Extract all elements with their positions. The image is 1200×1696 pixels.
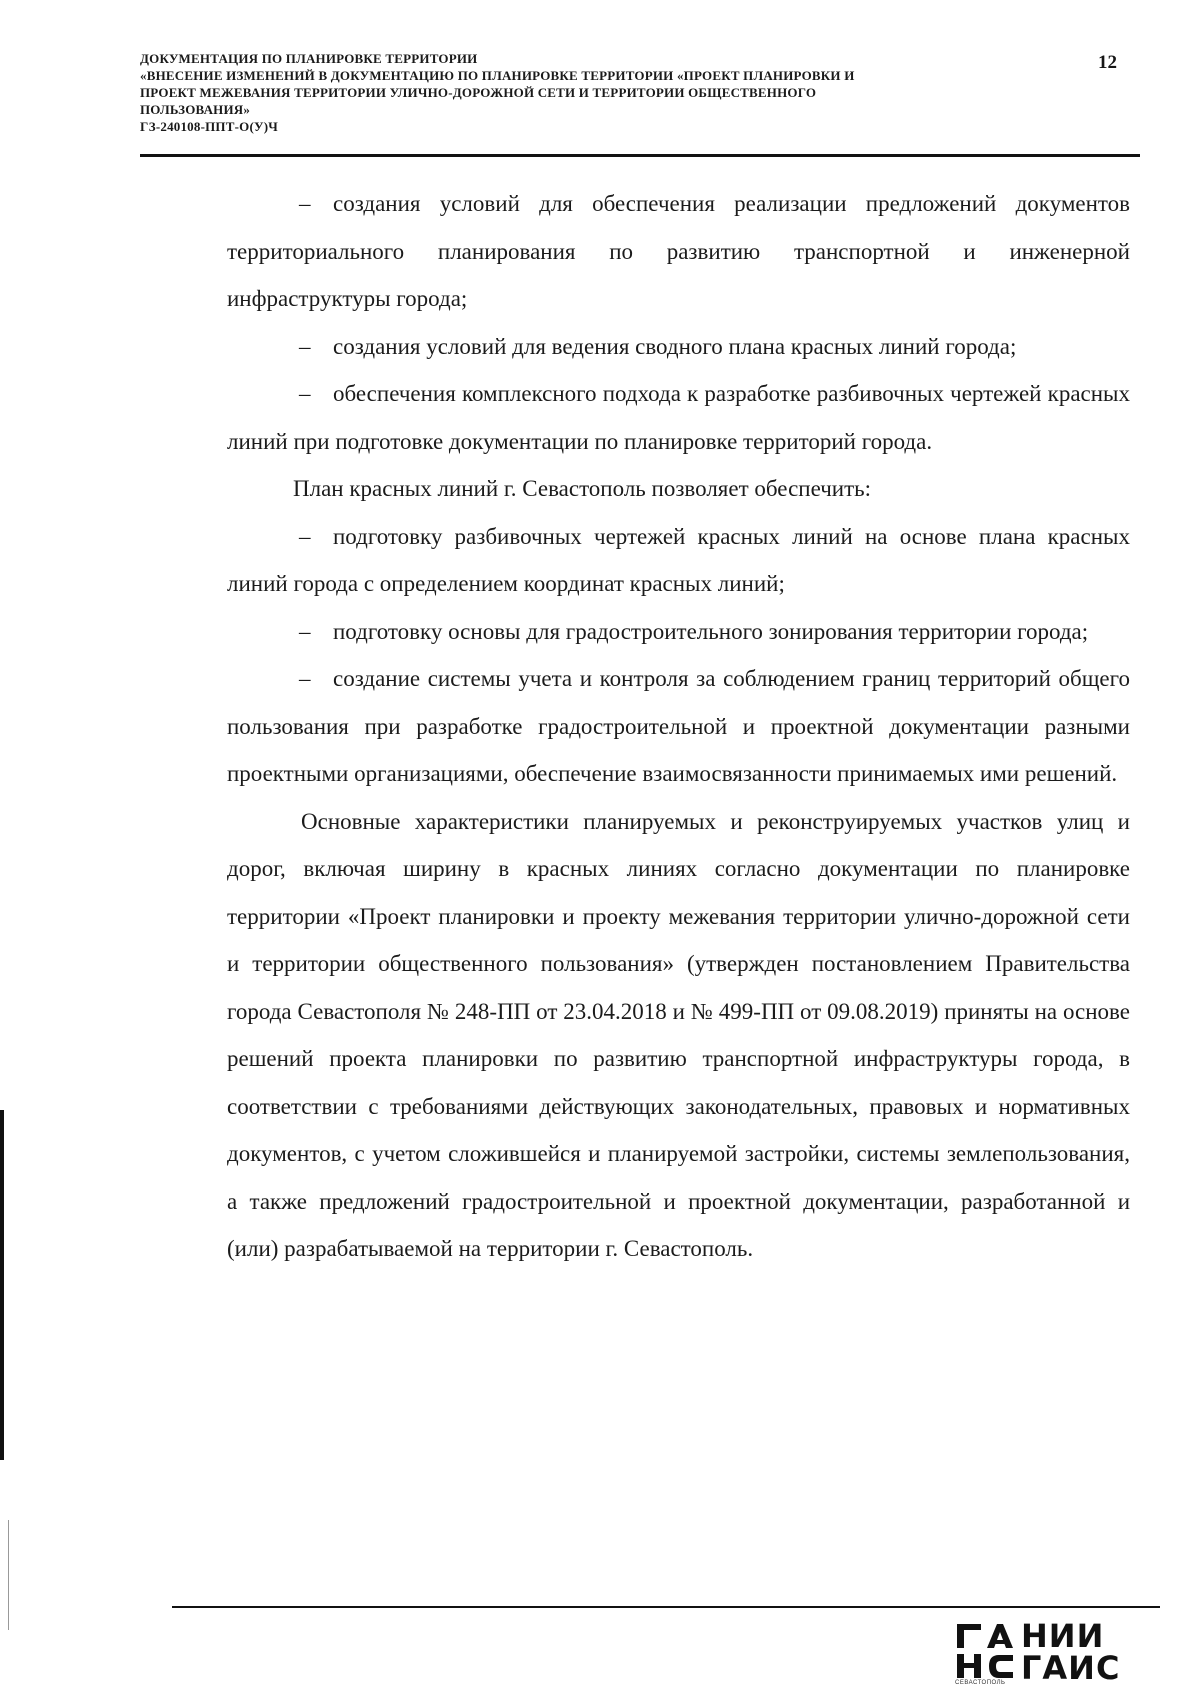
header-line-1: ДОКУМЕНТАЦИЯ ПО ПЛАНИРОВКЕ ТЕРРИТОРИИ — [140, 51, 478, 66]
dash-marker: – — [299, 191, 311, 216]
header-divider — [140, 154, 1140, 157]
list-item — [227, 655, 1130, 798]
list-item-text: создания условий для ведения сводного плана красных линий города; — [333, 333, 1017, 359]
list-item-text: подготовку основы для градостроительного зонирования территории города; — [333, 618, 1089, 644]
page-number: 12 — [1098, 52, 1117, 73]
list-item-text: обеспечения комплексного подхода к разработке разбивочных чертежей красных линий при подготовке документации по планировке территорий города. — [227, 381, 1130, 454]
scan-artifact — [0, 1110, 4, 1460]
scan-artifact — [8, 1520, 9, 1630]
list-item — [227, 608, 1130, 656]
ga-monogram-icon — [955, 1622, 1017, 1680]
header-line-2: «ВНЕСЕНИЕ ИЗМЕНЕНИЙ В ДОКУМЕНТАЦИЮ ПО ПЛАНИРОВКЕ ТЕРРИТОРИИ «ПРОЕКТ ПЛАНИРОВКИ И — [140, 68, 855, 83]
header-line-4: ПОЛЬЗОВАНИЯ» — [140, 102, 251, 117]
list-item — [227, 323, 1130, 371]
dash-marker: – — [299, 333, 311, 359]
logo-wordmark — [1021, 1617, 1121, 1687]
dash-marker: – — [299, 618, 311, 644]
list-item — [227, 513, 1130, 608]
list-item-text: подготовку разбивочных чертежей красных линий на основе плана красных линий города с определением координат красных линий; — [227, 523, 1130, 596]
list-item — [227, 370, 1130, 465]
logo-line-1: НИИ — [1021, 1617, 1105, 1655]
paragraph-main: Основные характеристики планируемых и реконструируемых участков улиц и дорог, включая ширину в красных линиях согласно документации по планировке территории «Проект планировки и проекту межевания территории улично-дорожной сети и территории общественного пользования» (утвержден постановлением Правительства города Севастополя № 248-ПП от 23.04.2018 и № 499-ПП от 09.08.2019) приняты на основе решений проекта планировки по развитию транспортной инфраструктуры города, в соответствии с требованиями действующих законодательных, правовых и нормативных документов, с учетом сложившейся и планируемой застройки, системы землепользования, а также предложений градостроительной и проектной документации, разработанной и (или) разрабатываемой на территории г. Севастополь. — [227, 808, 1130, 1261]
header-line-3: ПРОЕКТ МЕЖЕВАНИЯ ТЕРРИТОРИИ УЛИЧНО-ДОРОЖНОЙ СЕТИ И ТЕРРИТОРИИ ОБЩЕСТВЕННОГО — [140, 85, 817, 100]
dash-marker: – — [299, 666, 311, 691]
paragraph-intro: План красных линий г. Севастополь позволяет обеспечить: — [293, 476, 872, 501]
document-header — [140, 50, 1040, 135]
logo-line-2: ГАИС — [1021, 1649, 1121, 1687]
list-item — [227, 180, 1130, 323]
list-item-text: создания условий для обеспечения реализации предложений документов территориального планирования по развитию транспортной и инженерной инфраструктуры города; — [227, 191, 1130, 311]
document-body — [227, 180, 1130, 1273]
nii-gais-logo — [955, 1617, 1135, 1687]
list-item-text: создание системы учета и контроля за соблюдением границ территорий общего пользования при разработке градостроительной и проектной документации разными проектными организациями, обеспечение взаимосвязанности принимаемых ими решений. — [227, 666, 1130, 786]
logo-caption: СЕВАСТОПОЛЬ — [955, 1680, 1006, 1686]
dash-marker: – — [299, 381, 311, 406]
footer-divider — [172, 1606, 1160, 1608]
dash-marker: – — [299, 523, 311, 549]
document-code: ГЗ-240108-ППТ-О(У)Ч — [140, 119, 278, 134]
